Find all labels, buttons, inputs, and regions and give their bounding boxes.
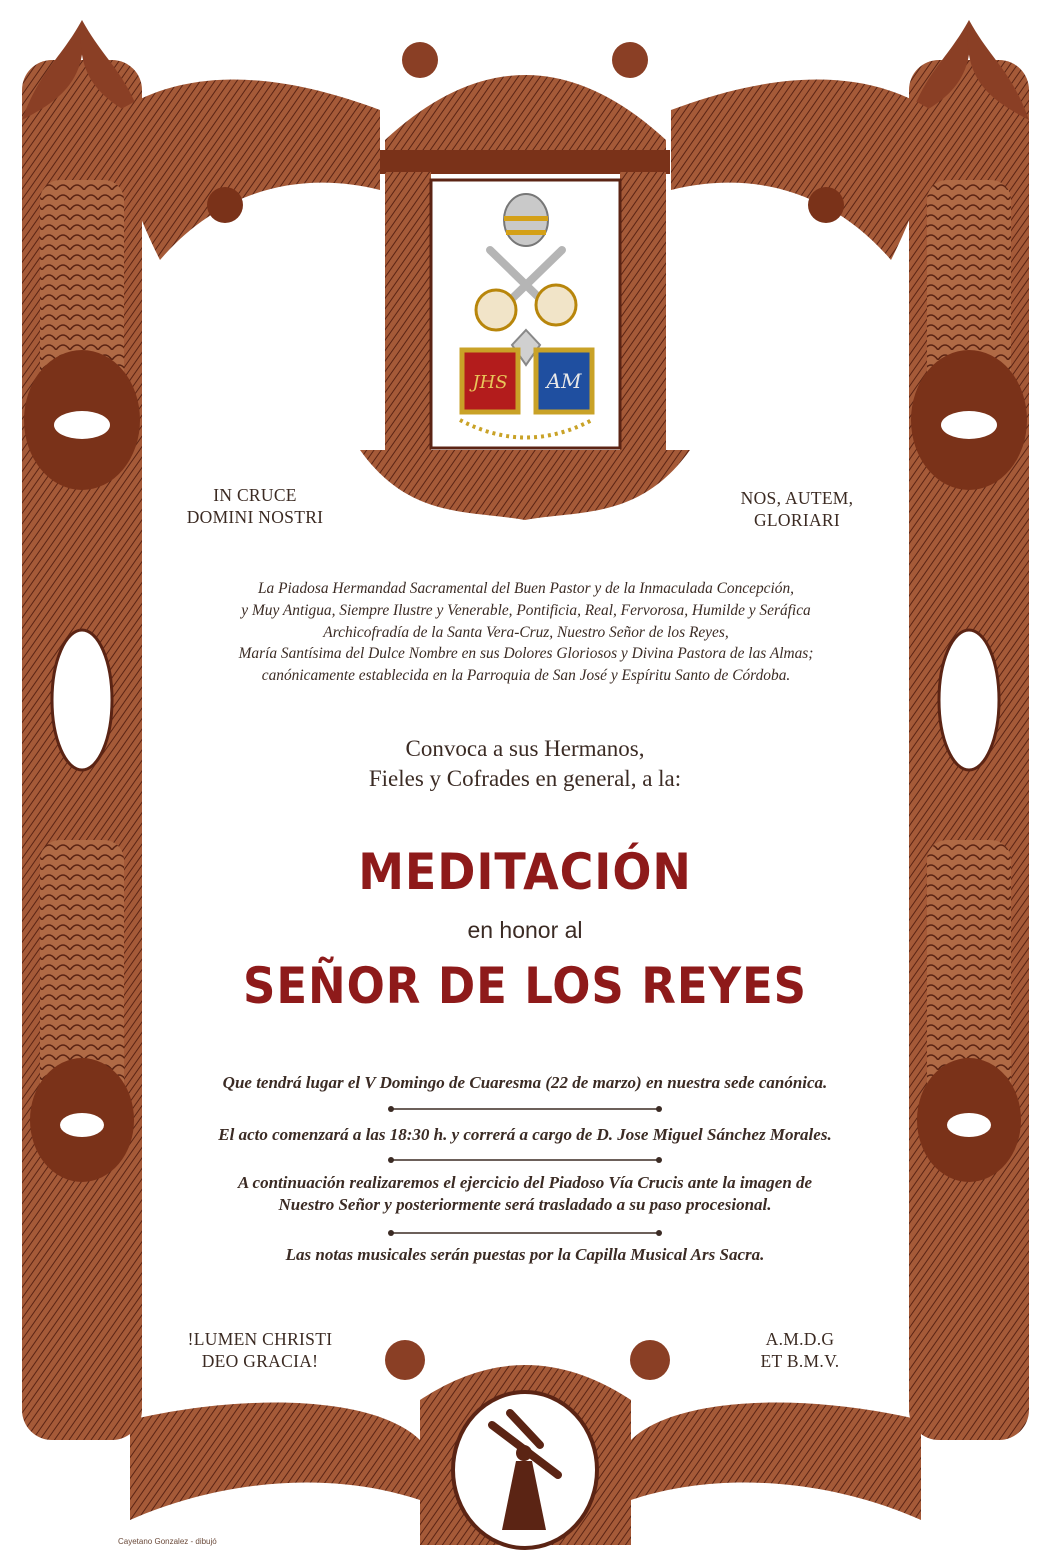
divider-1: [385, 1104, 665, 1114]
right-column-ornament: [909, 20, 1029, 1440]
event-title: MEDITACIÓN: [358, 843, 692, 901]
divider-2: [385, 1155, 665, 1165]
motto-bottom-left: !LUMEN CHRISTI DEO GRACIA!: [187, 1329, 333, 1371]
event-subtitle: SEÑOR DE LOS REYES: [243, 957, 807, 1015]
papal-coat-of-arms-icon: [440, 190, 612, 444]
motto-bottom-right: A.M.D.G ET B.M.V.: [760, 1329, 840, 1371]
convocation-text: Convoca a sus Hermanos, Fieles y Cofrades en general, a la:: [368, 736, 682, 791]
detail-via-crucis: A continuación realizaremos el ejercicio del Piadoso Vía Crucis ante la imagen de Nuestro Señor y posteriormente será trasladado a su paso procesional.: [237, 1173, 813, 1214]
am-monogram: AM: [546, 369, 582, 393]
divider-3: [385, 1228, 665, 1238]
title-connector: en honor al: [467, 917, 583, 943]
nazarene-cross-icon: [480, 1405, 570, 1535]
brotherhood-intro: La Piadosa Hermandad Sacramental del Buen Pastor y de la Inmaculada Concepción, y Muy Antigua, Siempre Ilustre y Venerable, Pontificia, Real, Fervorosa, Humilde y Seráfica Archicofradía de la Santa Vera-Cruz, Nuestro Señor de los Reyes, María Santísima del Dulce Nombre en sus Dolores Gloriosos y Divina Pastora de las Almas; canónicamente establecida en la Parroquia de San José y Espíritu Santo de Córdoba.: [238, 580, 814, 685]
artist-signature: Cayetano Gonzalez - dibujó: [118, 1537, 217, 1546]
detail-date: Que tendrá lugar el V Domingo de Cuaresma (22 de marzo) en nuestra sede canónica.: [222, 1073, 828, 1092]
detail-music: Las notas musicales serán puestas por la Capilla Musical Ars Sacra.: [285, 1245, 765, 1264]
left-column-ornament: [22, 20, 142, 1440]
detail-time-speaker: El acto comenzará a las 18:30 h. y correrá a cargo de D. Jose Miguel Sánchez Morales.: [218, 1125, 832, 1144]
motto-top-right: NOS, AUTEM, GLORIARI: [740, 488, 854, 530]
motto-top-left: IN CRUCE DOMINI NOSTRI: [186, 485, 324, 527]
jhs-monogram: JHS: [472, 372, 508, 393]
